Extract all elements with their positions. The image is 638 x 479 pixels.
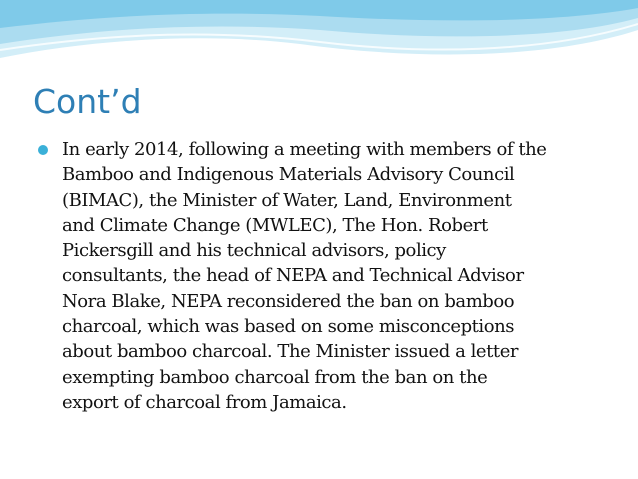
- bullet-list: [36, 137, 606, 415]
- bullet-dot-icon: [38, 145, 48, 155]
- header-wave-decoration: [0, 0, 638, 80]
- bullet-text: In early 2014, following a meeting with members of the Bamboo and Indigenous Materials Advisory Council (BIMAC), the Minister of Water, Land, Environment and Climate Change (MWLEC), The Hon. Robert Pickersgill and his technical advisors, policy consultants, the head of NEPA and Technical Advisor Nora Blake, NEPA reconsidered the ban on bamboo charcoal, which was based on some misconceptions about bamboo charcoal. The Minister issued a letter exempting bamboo charcoal from the ban on the export of charcoal from Jamaica.: [62, 139, 547, 413]
- bullet-item: [36, 137, 606, 415]
- slide-title: Cont’d: [33, 82, 142, 121]
